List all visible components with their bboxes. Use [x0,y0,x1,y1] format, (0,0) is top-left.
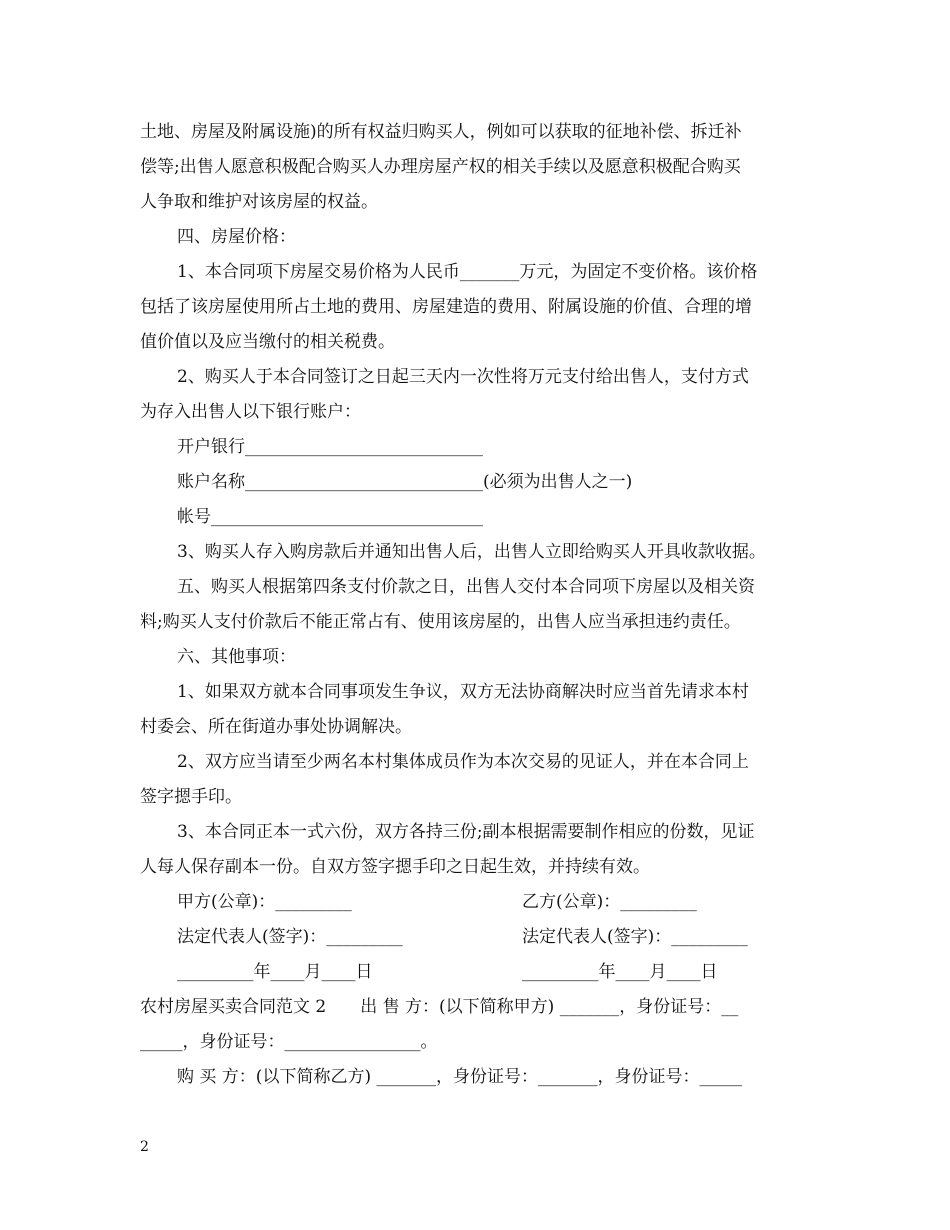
party-b-representative: 法定代表人(签字)：_________ [522,927,748,947]
contract2-seller-id-line: _____，身份证号：________________。 [140,1032,438,1052]
paragraph-line: 签字摁手印。 [140,787,242,807]
paragraph-line: 2、双方应当请至少两名本村集体成员作为本次交易的见证人，并在本合同上 [177,752,749,772]
paragraph-line: 1、本合同项下房屋交易价格为人民币_______万元，为固定不变价格。该价格 [177,262,758,282]
section-heading: 四、房屋价格： [177,227,296,247]
paragraph-line: 3、购买人存入购房款后并通知出售人后，出售人立即给购买人开具收款收据。 [177,542,766,562]
paragraph-line: 偿等;出售人愿意积极配合购买人办理房屋产权的相关手续以及愿意积极配合购买 [140,157,741,177]
paragraph-line: 村委会、所在街道办事处协调解决。 [140,717,412,737]
contract2-buyer-line: 购 买 方：(以下简称乙方) _______，身份证号：_______，身份证号：_____ [177,1067,742,1087]
paragraph-line: 2、购买人于本合同签订之日起三天内一次性将万元支付给出售人，支付方式 [177,367,749,387]
paragraph-line: 1、如果双方就本合同事项发生争议，双方无法协商解决时应当首先请求本村 [177,682,749,702]
account-number-field: 帐号________________________________ [177,507,483,527]
page-number: 2 [140,1139,149,1155]
paragraph-line: 土地、房屋及附属设施)的所有权益归购买人，例如可以获取的征地补偿、拆迁补 [140,122,742,142]
paragraph-line: 值价值以及应当缴付的相关税费。 [140,332,395,352]
paragraph-line: 为存入出售人以下银行账户： [140,402,361,422]
contract2-seller-line: 农村房屋买卖合同范文 2 出 售 方：(以下简称甲方) _______，身份证号：__ [140,997,739,1017]
section-heading: 六、其他事项： [177,647,296,667]
account-name-field: 账户名称____________________________(必须为出售人之一) [177,472,633,492]
paragraph-line: 包括了该房屋使用所占土地的费用、房屋建造的费用、附属设施的价值、合理的增 [140,297,752,317]
party-a-seal: 甲方(公章)：_________ [177,892,352,912]
paragraph-line: 3、本合同正本一式六份，双方各持三份;副本根据需要制作相应的份数，见证 [177,822,755,842]
bank-field: 开户银行____________________________ [177,437,483,457]
paragraph-line: 人每人保存副本一份。自双方签字摁手印之日起生效，并持续有效。 [140,857,650,877]
paragraph-line: 料;购买人支付价款后不能正常占有、使用该房屋的，出售人应当承担违约责任。 [140,612,741,632]
paragraph-line: 人争取和维护对该房屋的权益。 [140,192,378,212]
party-a-date: _________年____月____日 [177,962,373,982]
party-b-seal: 乙方(公章)：_________ [522,892,697,912]
paragraph-line: 五、购买人根据第四条支付价款之日，出售人交付本合同项下房屋以及相关资 [177,577,755,597]
party-b-date: _________年____月____日 [522,962,718,982]
party-a-representative: 法定代表人(签字)：_________ [177,927,403,947]
